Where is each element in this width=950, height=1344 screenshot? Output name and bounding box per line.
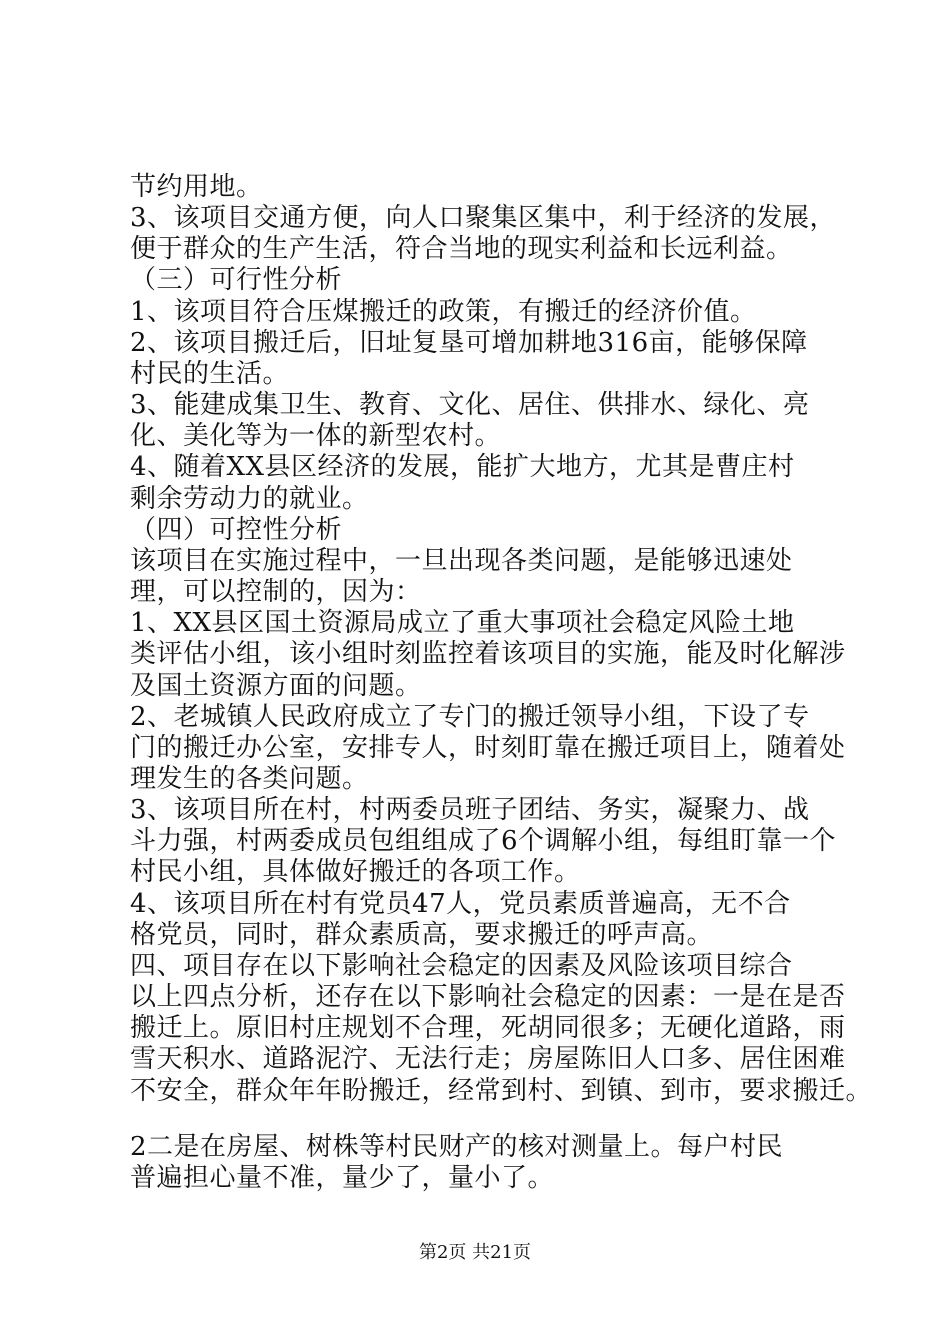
text-line: 村民小组，具体做好搬迁的各项工作。 <box>130 857 581 887</box>
section-heading: （三）可行性分析 <box>130 265 343 295</box>
page-number-footer: 第2页 共21页 <box>418 1242 532 1263</box>
text-line: 不安全，群众年年盼搬迁，经常到村、到镇、到市，要求搬迁。 <box>130 1076 873 1106</box>
text-line: 化、美化等为一体的新型农村。 <box>130 421 502 451</box>
text-line: 村民的生活。 <box>130 359 290 389</box>
text-line: 格党员，同时，群众素质高，要求搬迁的呼声高。 <box>130 920 714 950</box>
text-line: 2、该项目搬迁后，旧址复垦可增加耕地316亩，能够保障 <box>130 328 808 358</box>
text-line: 3、该项目交通方便，向人口聚集区集中，利于经济的发展， <box>130 203 837 233</box>
text-line: 门的搬迁办公室，安排专人，时刻盯靠在搬迁项目上，随着处 <box>130 733 846 763</box>
text-line: 4、随着XX县区经济的发展，能扩大地方，尤其是曹庄村 <box>130 452 795 482</box>
text-line: 以上四点分析，还存在以下影响社会稳定的因素：一是在是否 <box>130 982 846 1012</box>
text-line: 该项目在实施过程中，一旦出现各类问题，是能够迅速处 <box>130 546 793 576</box>
text-line: 斗力强，村两委成员包组组成了6个调解小组，每组盯靠一个 <box>130 826 837 856</box>
text-line: 2、老城镇人民政府成立了专门的搬迁领导小组，下设了专 <box>130 702 810 732</box>
text-line: 类评估小组，该小组时刻监控着该项目的实施，能及时化解涉 <box>130 639 846 669</box>
text-line: 3、能建成集卫生、教育、文化、居住、供排水、绿化、亮 <box>130 390 810 420</box>
text-line: 3、该项目所在村，村两委员班子团结、务实，凝聚力、战 <box>130 795 810 825</box>
text-line: 节约用地。 <box>130 172 263 202</box>
text-line: 普遍担心量不准，量少了，量小了。 <box>130 1163 555 1193</box>
text-line: 1、XX县区国土资源局成立了重大事项社会稳定风险土地 <box>130 608 795 638</box>
text-line: 4、该项目所在村有党员47人，党员素质普遍高，无不合 <box>130 889 791 919</box>
text-line: 四、项目存在以下影响社会稳定的因素及风险该项目综合 <box>130 951 793 981</box>
text-line: 搬迁上。原旧村庄规划不合理，死胡同很多；无硬化道路，雨 <box>130 1013 846 1043</box>
text-line: 理，可以控制的，因为： <box>130 577 422 607</box>
text-line: 1、该项目符合压煤搬迁的政策，有搬迁的经济价值。 <box>130 297 757 327</box>
text-line: 便于群众的生产生活，符合当地的现实利益和长远利益。 <box>130 234 793 264</box>
text-line: 及国土资源方面的问题。 <box>130 671 422 701</box>
text-line: 理发生的各类问题。 <box>130 764 369 794</box>
section-heading: （四）可控性分析 <box>130 515 343 545</box>
text-line: 2二是在房屋、树株等村民财产的核对测量上。每户村民 <box>130 1132 784 1162</box>
text-line: 雪天积水、道路泥泞、无法行走；房屋陈旧人口多、居住困难 <box>130 1044 846 1074</box>
text-line: 剩余劳动力的就业。 <box>130 484 369 514</box>
